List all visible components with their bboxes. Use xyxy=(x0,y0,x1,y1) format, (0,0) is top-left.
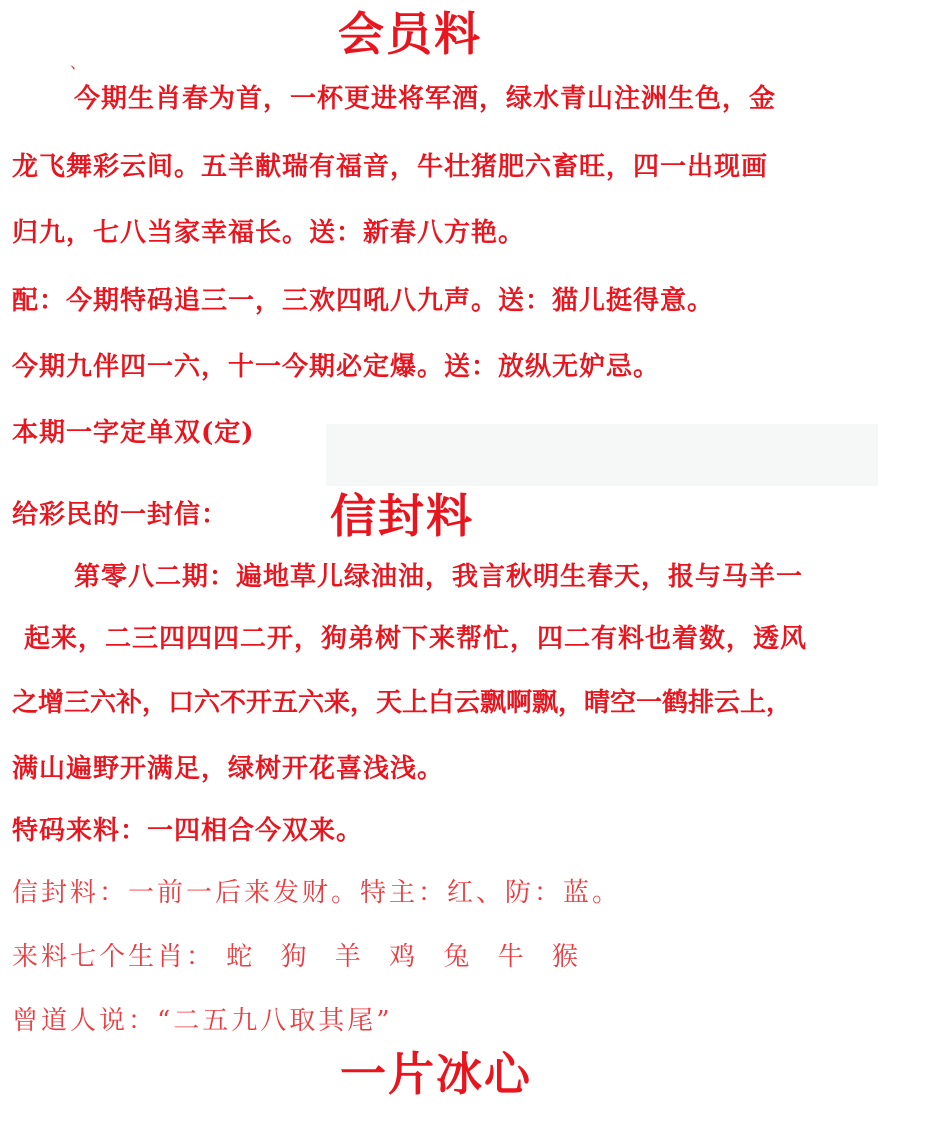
seven-zodiacs-line xyxy=(12,940,588,974)
title-member: 会员料 xyxy=(338,7,482,61)
poem2-line2: 起来，二三四四四二开，狗弟树下来帮忙，四二有料也着数，透风 xyxy=(24,624,808,654)
seven-zodiacs-animals: 蛇 狗 羊 鸡 兔 牛 猴 xyxy=(226,942,588,972)
envelope-line: 信封料：一前一后来发财。特主：红、防：蓝。 xyxy=(12,878,622,908)
title-envelope: 信封料 xyxy=(330,489,474,543)
poem1-line1: 今期生肖春为首，一杯更进将军酒，绿水青山注洲生色，金 xyxy=(74,84,777,114)
special-code-line: 特码来料：一四相合今双来。 xyxy=(12,816,364,846)
partner-line: 今期九伴四一六，十一今期必定爆。送：放纵无妒忌。 xyxy=(12,352,661,382)
poem2-line3: 之增三六补，口六不开五六来，天上白云飘啊飘，晴空一鹤排云上， xyxy=(12,688,793,718)
poem2-line1: 第零八二期：遍地草儿绿油油，我言秋明生春天，报与马羊一 xyxy=(74,562,804,592)
single-word-line: 本期一字定单双(定) xyxy=(12,418,255,448)
title-ice-heart: 一片冰心 xyxy=(340,1047,532,1101)
letter-intro: 给彩民的一封信： xyxy=(12,500,229,530)
taoist-line: 曾道人说：“二五九八取其尾” xyxy=(12,1006,393,1036)
poem1-line2: 龙飞舞彩云间。五羊献瑞有福音，牛壮猪肥六畜旺，四一出现画 xyxy=(12,152,769,182)
pair-line: 配：今期特码追三一，三欢四吼八九声。送：猫儿挺得意。 xyxy=(12,286,715,316)
blank-box xyxy=(326,424,878,486)
poem1-line3: 归九，七八当家幸福长。送：新春八方艳。 xyxy=(12,218,526,248)
tick-mark: 、 xyxy=(70,53,87,72)
seven-zodiacs-label: 来料七个生肖： xyxy=(12,942,216,972)
poem2-line4: 满山遍野开满足，绿树开花喜浅浅。 xyxy=(12,754,445,784)
